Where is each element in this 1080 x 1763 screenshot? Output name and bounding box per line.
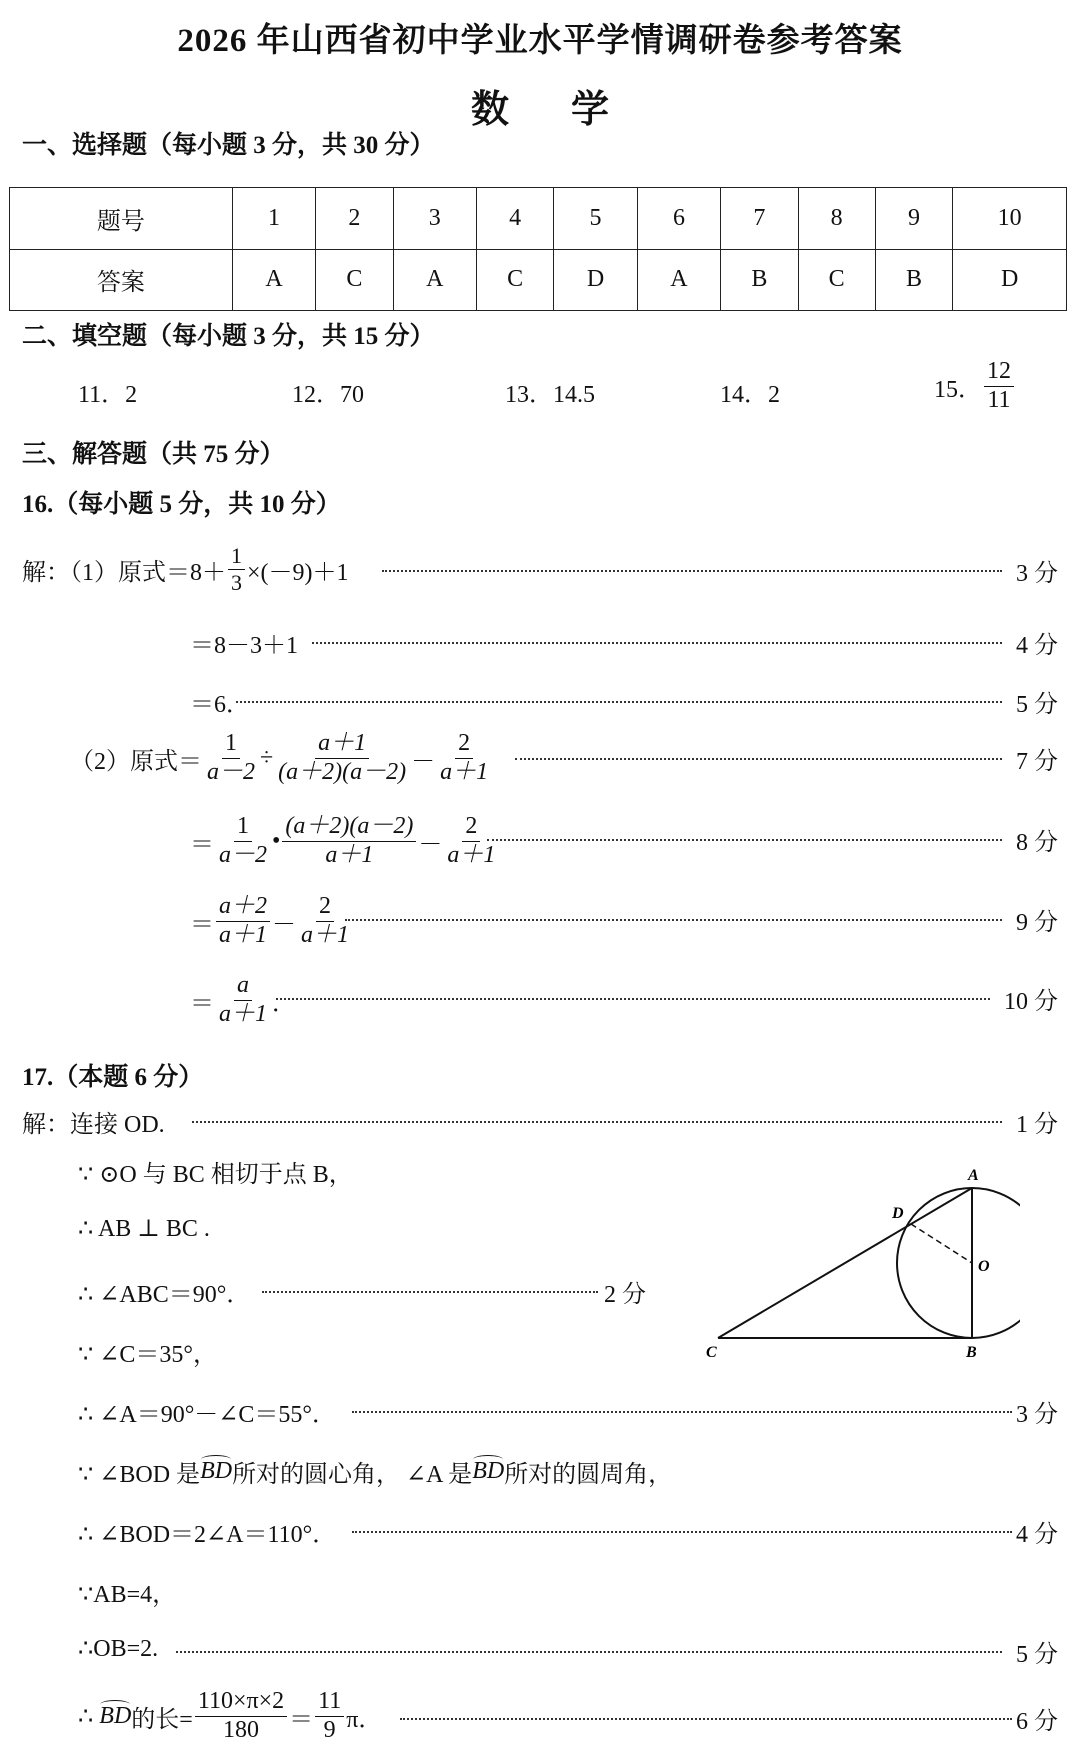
leader-dots [352,1531,1012,1533]
fraction [298,893,352,949]
fraction [984,358,1014,414]
section2-title: 二、填空题（每小题 3 分，共 15 分） [22,323,435,350]
answer-cell: A [393,249,476,311]
score-label: 3 分 [1016,1402,1058,1428]
operator: － [418,831,443,858]
leader-dots [400,1718,1012,1720]
q17-title: 17.（本题 6 分） [22,1064,204,1091]
q16-p2-line3 [190,886,354,956]
expr-text: ×(－9)＋1 [247,559,349,586]
fraction [216,813,270,869]
denominator: 180 [222,1716,259,1743]
question-number: 1 [232,188,315,250]
numerator: 2 [455,730,473,759]
denominator: a－2 [219,841,267,868]
question-number: 8 [798,188,875,250]
label-o: O [978,1258,990,1275]
score-label: 7 分 [1016,749,1058,775]
subject-title: 数学 [470,89,671,131]
numerator: a [234,972,252,1001]
answer-table [9,187,1067,311]
numerator: 2 [316,893,334,922]
leader-dots [345,919,1002,921]
numerator: 2 [462,813,480,842]
numerator: 1 [222,730,240,759]
dot-operator: • [272,827,281,854]
denominator: a－2 [207,758,255,785]
row-label-question: 题号 [10,188,233,250]
equals: ＝ [190,911,214,938]
q17-line7 [78,1454,672,1489]
fraction [437,730,491,786]
expr-text: 解：（1）原式＝8＋ [22,559,226,586]
score-label: 6 分 [1016,1709,1058,1735]
leader-dots [352,1411,1012,1413]
denominator: a＋1 [325,841,374,868]
q16-p2-line1 [70,722,493,794]
operator: － [411,748,436,775]
score-label: 2 分 [604,1282,646,1308]
operator: － [272,911,296,938]
numerator: 1 [234,813,252,842]
q16-p1-line1 [22,537,349,601]
period: ． [272,990,296,1017]
question-number: 7 [721,188,798,250]
score-label: 5 分 [1016,1642,1058,1668]
q16-title: 16.（每小题 5 分，共 10 分） [22,491,341,518]
q17-line1: 解：连接 OD. [22,1112,165,1138]
segment-ca [718,1188,972,1338]
denominator: 3 [231,569,242,595]
score-label: 1 分 [1016,1112,1058,1138]
answer-cell: C [798,249,875,311]
fraction [282,813,416,869]
q17-line9: ∵AB=4， [78,1582,177,1608]
denominator: a＋1 [219,1000,267,1027]
q17-line4: ∴ ∠ABC＝90°． [78,1282,251,1308]
score-label: 3 分 [1016,561,1058,587]
answer-cell: B [721,249,798,311]
q17-line10: ∴OB=2. [78,1636,159,1662]
leader-dots [176,1651,1002,1653]
fraction [275,730,409,786]
label-a: A [968,1167,979,1184]
fraction [228,543,245,595]
answer-cell: C [316,249,393,311]
answer-cell: D [953,249,1067,311]
fill-answer-12: 12．70 [292,382,364,408]
answer-cell: B [875,249,952,311]
expr-text: 的长= [131,1706,193,1733]
denominator: a＋1 [301,921,349,948]
expr-text: π． [346,1706,383,1733]
geometry-figure [700,1160,1020,1360]
score-label: 10 分 [1004,989,1058,1015]
expr-text: （2）原式＝ [70,748,202,775]
denominator: a＋1 [440,758,489,785]
numerator: 11 [315,1688,344,1717]
q16-p1-line3: ＝6． [190,692,250,718]
document-title: 2026 年山西省初中学业水平学情调研卷参考答案 [177,23,903,59]
numerator: 1 [228,543,245,569]
denominator: (a＋2)(a－2) [278,758,407,785]
fill-answer-13: 13．14.5 [505,382,595,408]
score-label: 8 分 [1016,830,1058,856]
fraction [216,893,270,949]
label-d: D [892,1205,904,1222]
arc-bd: BD [99,1702,132,1729]
score-label: 5 分 [1016,692,1058,718]
fill-label-15: 15． [934,376,982,403]
question-number: 3 [393,188,476,250]
q16-p2-line4 [190,965,296,1035]
score-label: 9 分 [1016,910,1058,936]
leader-dots [382,570,1002,572]
question-number: 6 [637,188,720,250]
row-label-answer: 答案 [10,249,233,311]
equals: ＝ [190,990,214,1017]
question-number: 9 [875,188,952,250]
denominator: 9 [323,1716,336,1743]
equals: ＝ [289,1706,314,1733]
question-number: 5 [554,188,637,250]
expr-text: 所对的圆心角， ∠A 是 [232,1462,473,1488]
section1-title: 一、选择题（每小题 3 分，共 30 分） [22,132,435,159]
fraction [195,1688,287,1744]
q17-line5: ∵ ∠C＝35°， [78,1342,217,1368]
numerator: 12 [984,358,1014,387]
q16-p1-line2: ＝8－3＋1 [190,633,298,659]
fraction [204,730,258,786]
label-c: C [706,1344,717,1360]
expr-text: ∴ [78,1703,94,1730]
score-label: 4 分 [1016,633,1058,659]
fill-answer-15 [934,358,1016,414]
fill-answer-11: 11．2 [78,382,138,408]
circle-o [897,1188,1020,1338]
expr-text: 所对的圆周角， [504,1462,673,1488]
question-number: 10 [953,188,1067,250]
q16-p2-line2 [190,806,500,876]
score-label: 4 分 [1016,1522,1058,1548]
operator: ÷ [260,744,274,771]
leader-dots [487,839,1002,841]
table-row [10,188,1067,250]
denominator: a＋1 [447,841,496,868]
section3-title: 三、解答题（共 75 分） [22,441,285,468]
numerator: 110×π×2 [195,1688,287,1717]
fraction [315,1688,344,1744]
fill-answer-14: 14．2 [720,382,780,408]
q17-line2: ∵ ⊙O 与 BC 相切于点 B， [78,1162,353,1188]
denominator: 11 [987,386,1011,413]
answer-cell: D [554,249,637,311]
label-b: B [966,1344,977,1360]
answer-cell: A [637,249,720,311]
fraction [444,813,498,869]
question-number: 2 [316,188,393,250]
fraction [216,972,270,1028]
expr-text: ∵ ∠BOD 是 [78,1462,201,1488]
leader-dots [515,758,1002,760]
answer-cell: C [476,249,553,311]
arc-bd: BD [472,1458,505,1484]
q17-line8: ∴ ∠BOD＝2∠A＝110°． [78,1522,337,1548]
table-row [10,249,1067,311]
answer-cell: A [232,249,315,311]
numerator: (a＋2)(a－2) [282,813,416,842]
q17-line6: ∴ ∠A＝90°－∠C＝55°． [78,1402,337,1428]
segment-od [911,1224,972,1263]
arc-bd: BD [200,1458,233,1484]
numerator: a＋2 [216,893,270,922]
q17-line11 [78,1680,382,1752]
leader-dots [192,1121,1002,1123]
leader-dots [312,642,1002,644]
q17-line3: ∴ AB ⊥ BC . [78,1216,210,1242]
numerator: a＋1 [315,730,369,759]
question-number: 4 [476,188,553,250]
denominator: a＋1 [219,921,267,948]
leader-dots [236,701,1002,703]
equals: ＝ [190,831,214,858]
leader-dots [276,998,990,1000]
leader-dots [262,1291,598,1293]
